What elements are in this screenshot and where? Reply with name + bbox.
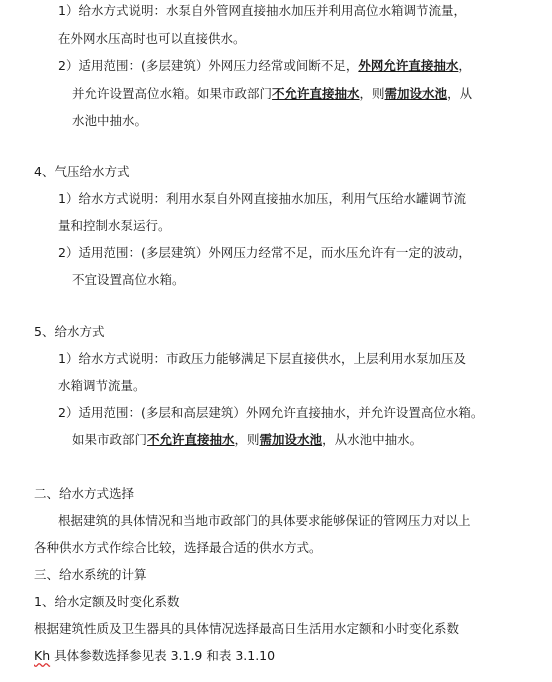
s5-emphasis-add-pool: 需加设水池 xyxy=(259,432,323,447)
s3-emphasis-not-allow: 不允许直接抽水 xyxy=(272,86,360,101)
s4-scope-line-1: 2）适用范围：(多层建筑）外网压力经常不足，而水压允许有一定的波动， xyxy=(58,245,471,260)
s5-explanation-line-2: 水箱调节流量。 xyxy=(58,378,146,393)
s3-emphasis-allow-direct: 外网允许直接抽水 xyxy=(358,58,459,73)
sec3-paragraph-line-1: 根据建筑性质及卫生器具的具体情况选择最高日生活用水定额和小时变化系数 xyxy=(34,621,460,636)
kh-symbol: Kh xyxy=(34,648,51,663)
s3-scope-line-2 xyxy=(72,85,472,103)
sec2-heading: 二、给水方式选择 xyxy=(34,486,135,501)
sec2-paragraph-line-1: 根据建筑的具体情况和当地市政部门的具体要求能够保证的管网压力对以上 xyxy=(58,513,471,528)
s3-explanation-line-1: 1）给水方式说明：水泵自外管网直接抽水加压并利用高位水箱调节流量， xyxy=(58,3,466,18)
s5-heading: 5、给水方式 xyxy=(34,324,105,339)
s3-emphasis-add-pool: 需加设水池 xyxy=(384,86,448,101)
sec3-paragraph-line-2 xyxy=(34,647,275,665)
s5-scope-text-3: ，从水池中抽水。 xyxy=(322,432,423,447)
s4-heading: 4、气压给水方式 xyxy=(34,164,130,179)
s3-scope-line-3: 水池中抽水。 xyxy=(72,113,148,128)
s3-scope-line-1 xyxy=(58,57,471,75)
sec3-heading: 三、给水系统的计算 xyxy=(34,567,147,582)
sec3-reference-text: 具体参数选择参见表 3.1.9 和表 3.1.10 xyxy=(50,648,276,663)
sec2-paragraph-line-2: 各种供水方式作综合比较，选择最合适的供水方式。 xyxy=(34,540,322,555)
s4-explanation-line-1: 1）给水方式说明：利用水泵自外网直接抽水加压，利用气压给水罐调节流 xyxy=(58,191,466,206)
s5-scope-text: 如果市政部门 xyxy=(72,432,148,447)
s5-scope-line-2 xyxy=(72,431,422,449)
s3-scope-comma: ， xyxy=(458,58,471,73)
s5-emphasis-not-allow: 不允许直接抽水 xyxy=(147,432,235,447)
s5-scope-line-1: 2）适用范围：(多层和高层建筑）外网允许直接抽水，并允许设置高位水箱。 xyxy=(58,405,484,420)
s3-explanation-line-2: 在外网水压高时也可以直接供水。 xyxy=(58,31,246,46)
s3-scope-text-2: 并允许设置高位水箱。如果市政部门 xyxy=(72,86,273,101)
s4-explanation-line-2: 量和控制水泵运行。 xyxy=(58,218,171,233)
s3-scope-text-3: ，则 xyxy=(359,86,385,101)
s3-scope-text: 2）适用范围：(多层建筑）外网压力经常或间断不足， xyxy=(58,58,359,73)
sec3-subheading: 1、给水定额及时变化系数 xyxy=(34,594,180,609)
s5-scope-text-2: ，则 xyxy=(234,432,260,447)
s5-explanation-line-1: 1）给水方式说明：市政压力能够满足下层直接供水，上层利用水泵加压及 xyxy=(58,351,466,366)
s4-scope-line-2: 不宜设置高位水箱。 xyxy=(72,272,185,287)
s3-scope-text-4: ，从 xyxy=(447,86,473,101)
